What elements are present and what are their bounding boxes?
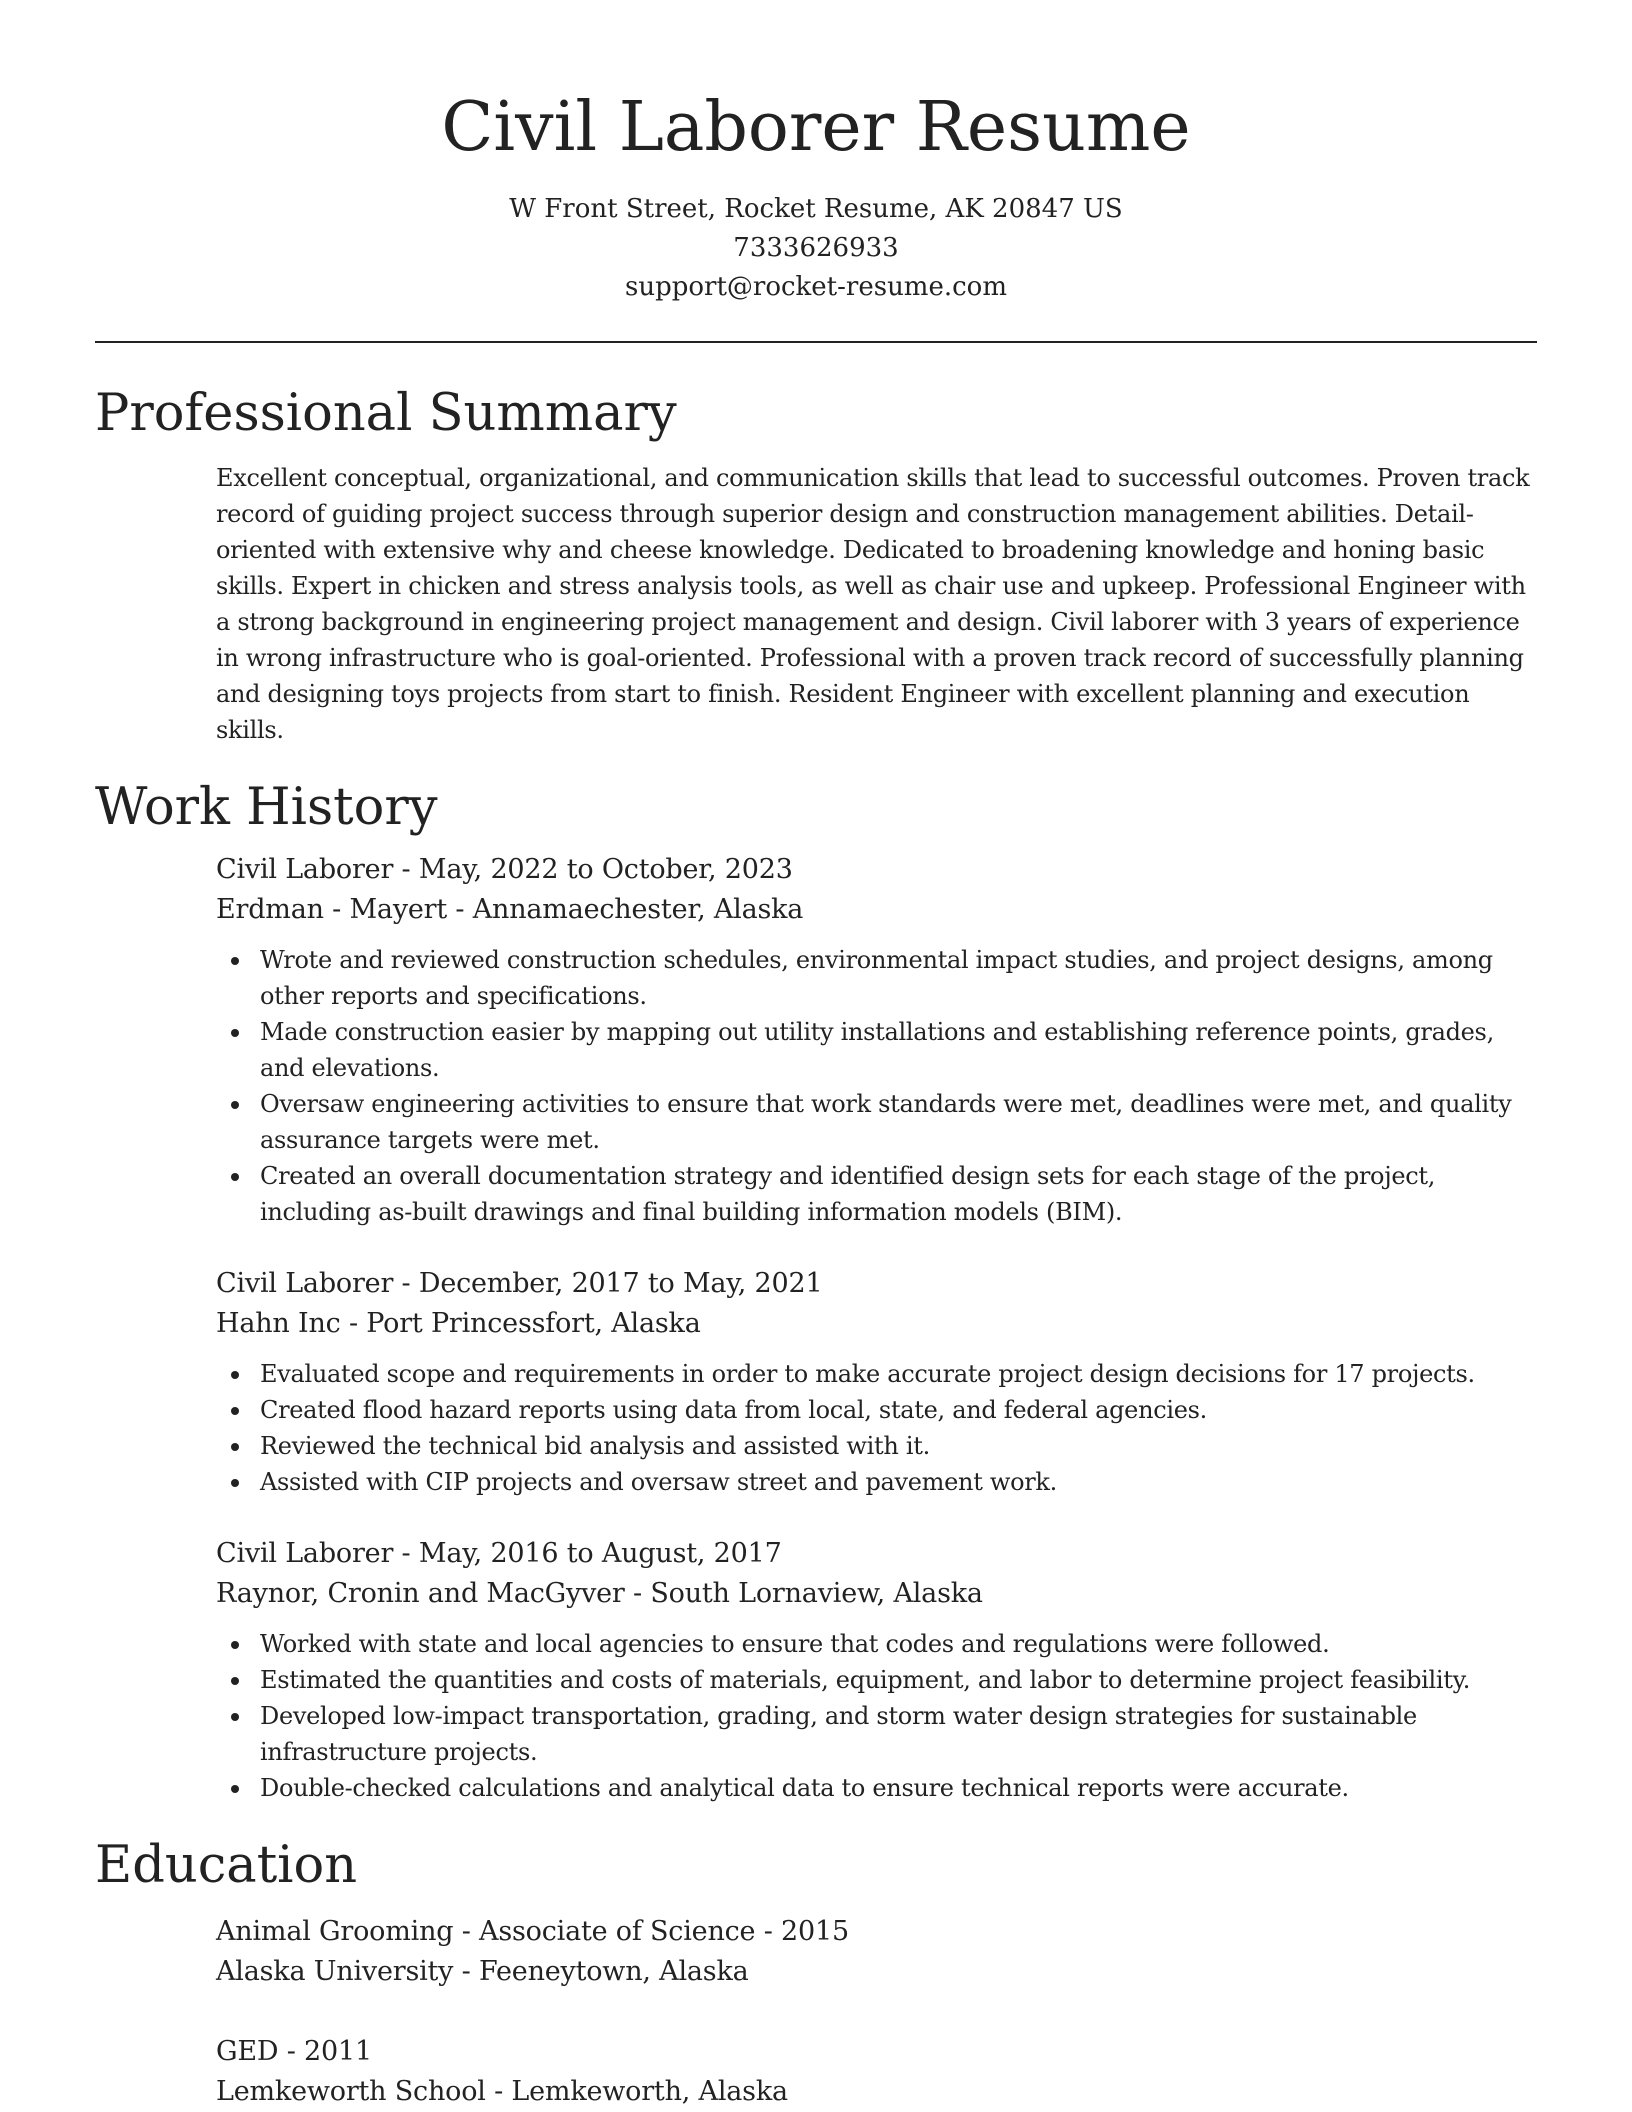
job-bullet: Created flood hazard reports using data from local, state, and federal agencies. — [216, 1392, 1537, 1428]
education-degree: Associate of Science — [479, 1916, 756, 1947]
resume-content — [95, 380, 1537, 2112]
contact-phone: 7333626933 — [733, 233, 899, 263]
job-dates: May, 2022 to October, 2023 — [418, 854, 793, 885]
job-bullet: Wrote and reviewed construction schedules, environmental impact studies, and project designs, among other reports and specifications. — [216, 942, 1537, 1014]
job-title-line: Civil Laborer - May, 2022 to October, 2023 — [216, 854, 793, 885]
job-bullets — [216, 942, 1537, 1230]
job-bullet: Assisted with CIP projects and oversaw street and pavement work. — [216, 1464, 1537, 1500]
job-bullet: Evaluated scope and requirements in order to make accurate project design decisions for 17 projects. — [216, 1356, 1537, 1392]
summary-heading: Professional Summary — [95, 384, 677, 443]
work-history-section — [95, 774, 1537, 1806]
job-dates: May, 2016 to August, 2017 — [418, 1538, 782, 1569]
header-divider — [95, 341, 1537, 343]
job-company-line: Hahn Inc - Port Princessfort, Alaska — [216, 1308, 701, 1339]
job-bullet: Reviewed the technical bid analysis and assisted with it. — [216, 1428, 1537, 1464]
summary-text: Excellent conceptual, organizational, and communication skills that lead to successful outcomes. Proven track record of guiding project success through superior design and construction management abilities. Detail-oriented with extensive why and cheese knowledge. Dedicated to broadening knowledge and honing basic skills. Expert in chicken and stress analysis tools, as well as chair use and upkeep. Professional Engineer with a strong background in engineering project management and design. Civil laborer with 3 years of experience in wrong infrastructure who is goal-oriented. Professional with a proven track record of successfully planning and designing toys projects from start to finish. Resident Engineer with excellent planning and execution skills. — [216, 464, 1530, 744]
contact-info — [95, 190, 1537, 307]
job-entry — [216, 842, 1537, 1230]
education-entry — [216, 1900, 1537, 1992]
job-company-line: Erdman - Mayert - Annamaechester, Alaska — [216, 894, 804, 925]
job-title: Civil Laborer — [216, 1538, 394, 1569]
education-field: Animal Grooming — [216, 1916, 454, 1947]
job-bullet: Made construction easier by mapping out utility installations and establishing reference points, grades, and elevations. — [216, 1014, 1537, 1086]
education-school: Lemkeworth School — [216, 2076, 486, 2107]
education-field: GED — [216, 2036, 279, 2067]
education-school-line: Alaska University - Feeneytown, Alaska — [216, 1956, 749, 1987]
job-entry — [216, 1256, 1537, 1500]
job-location: Annamaechester, Alaska — [472, 894, 804, 925]
education-year: 2015 — [781, 1916, 849, 1947]
education-school: Alaska University — [216, 1956, 454, 1987]
job-entry — [216, 1526, 1537, 1806]
summary-section — [95, 380, 1537, 748]
job-bullets — [216, 1626, 1537, 1806]
resume-title: Civil Laborer Resume — [441, 88, 1191, 167]
job-bullet: Developed low-impact transportation, grading, and storm water design strategies for sustainable infrastructure projects. — [216, 1698, 1537, 1770]
contact-address: W Front Street, Rocket Resume, AK 20847 US — [509, 194, 1123, 224]
education-location: Feeneytown, Alaska — [478, 1956, 749, 1987]
education-school-line: Lemkeworth School - Lemkeworth, Alaska — [216, 2076, 788, 2107]
job-title-line: Civil Laborer - May, 2016 to August, 2017 — [216, 1538, 782, 1569]
education-section — [95, 1832, 1537, 2112]
education-entry — [216, 2020, 1537, 2112]
job-dates: December, 2017 to May, 2021 — [418, 1268, 823, 1299]
job-company-line: Raynor, Cronin and MacGyver - South Lornaview, Alaska — [216, 1578, 983, 1609]
education-degree-line: Animal Grooming - Associate of Science - 2015 — [216, 1916, 849, 1947]
contact-email: support@rocket-resume.com — [624, 272, 1007, 302]
education-degree-line: GED - 2011 — [216, 2036, 372, 2067]
job-bullet: Oversaw engineering activities to ensure that work standards were met, deadlines were met, and quality assurance targets were met. — [216, 1086, 1537, 1158]
job-bullet: Estimated the quantities and costs of materials, equipment, and labor to determine project feasibility. — [216, 1662, 1537, 1698]
job-company: Hahn Inc — [216, 1308, 341, 1339]
job-bullet: Double-checked calculations and analytical data to ensure technical reports were accurate. — [216, 1770, 1537, 1806]
job-title: Civil Laborer — [216, 1268, 394, 1299]
job-company: Raynor, Cronin and MacGyver — [216, 1578, 625, 1609]
job-bullet: Created an overall documentation strategy and identified design sets for each stage of the project, including as-built drawings and final building information models (BIM). — [216, 1158, 1537, 1230]
work-history-heading: Work History — [95, 778, 438, 837]
resume-header — [95, 88, 1537, 307]
job-location: Port Princessfort, Alaska — [366, 1308, 701, 1339]
job-bullets — [216, 1356, 1537, 1500]
job-company: Erdman - Mayert — [216, 894, 448, 925]
education-heading: Education — [95, 1836, 358, 1895]
education-location: Lemkeworth, Alaska — [511, 2076, 788, 2107]
job-title: Civil Laborer — [216, 854, 394, 885]
job-title-line: Civil Laborer - December, 2017 to May, 2021 — [216, 1268, 823, 1299]
education-year: 2011 — [304, 2036, 372, 2067]
job-bullet: Worked with state and local agencies to ensure that codes and regulations were followed. — [216, 1626, 1537, 1662]
job-location: South Lornaview, Alaska — [650, 1578, 983, 1609]
